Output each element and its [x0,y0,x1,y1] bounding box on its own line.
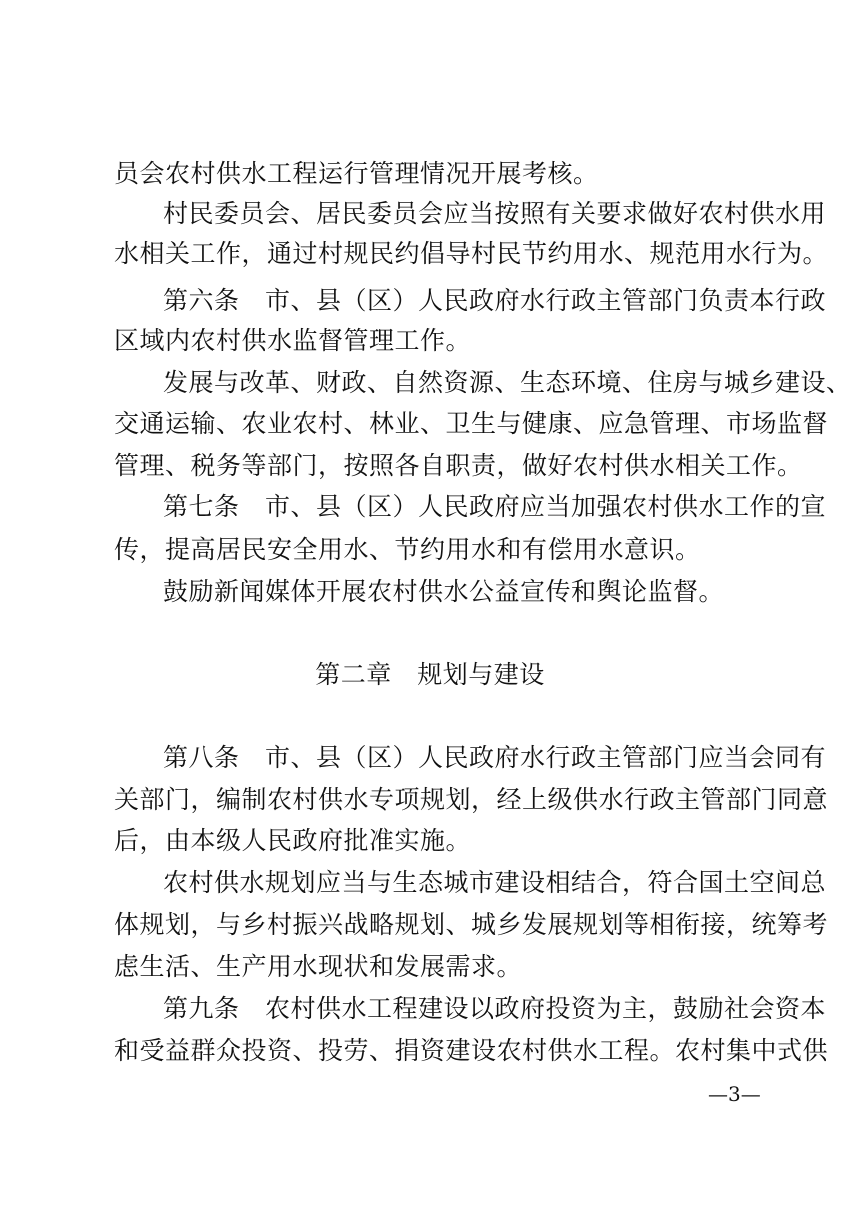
text-line: 传，提高居民安全用水、节约用水和有偿用水意识。 [114,535,701,564]
text-line: 关部门，编制农村供水专项规划，经上级供水行政主管部门同意 [114,785,829,814]
text-line: 员会农村供水工程运行管理情况开展考核。 [114,159,599,188]
text-line: 虑生活、生产用水现状和发展需求。 [114,952,523,981]
page-number: —3— [708,1082,761,1106]
text-line: 体规划，与乡村振兴战略规划、城乡发展规划等相衔接，统筹考 [114,910,829,939]
text-line: 交通运输、农业农村、林业、卫生与健康、应急管理、市场监督 [114,409,829,438]
text-line: 和受益群众投资、投劳、捐资建设农村供水工程。农村集中式供 [114,1036,829,1065]
chapter-title: 第二章 规划与建设 [315,660,545,689]
text-line: 发展与改革、财政、自然资源、生态环境、住房与城乡建设、 [163,368,852,397]
article-7-line: 第七条 市、县（区）人民政府应当加强农村供水工作的宣 [163,492,827,521]
text-line: 区域内农村供水监督管理工作。 [114,326,472,355]
article-6-line: 第六条 市、县（区）人民政府水行政主管部门负责本行政 [163,286,827,315]
text-line: 后，由本级人民政府批准实施。 [114,826,472,855]
article-8-line: 第八条 市、县（区）人民政府水行政主管部门应当会同有 [163,743,827,772]
text-line: 鼓励新闻媒体开展农村供水公益宣传和舆论监督。 [163,577,725,606]
text-line: 农村供水规划应当与生态城市建设相结合，符合国土空间总 [163,868,827,897]
article-9-line: 第九条 农村供水工程建设以政府投资为主，鼓励社会资本 [163,994,827,1023]
text-line: 水相关工作，通过村规民约倡导村民节约用水、规范用水行为。 [114,239,829,268]
text-line: 管理、税务等部门，按照各自职责，做好农村供水相关工作。 [114,451,803,480]
text-line: 村民委员会、居民委员会应当按照有关要求做好农村供水用 [163,199,827,228]
